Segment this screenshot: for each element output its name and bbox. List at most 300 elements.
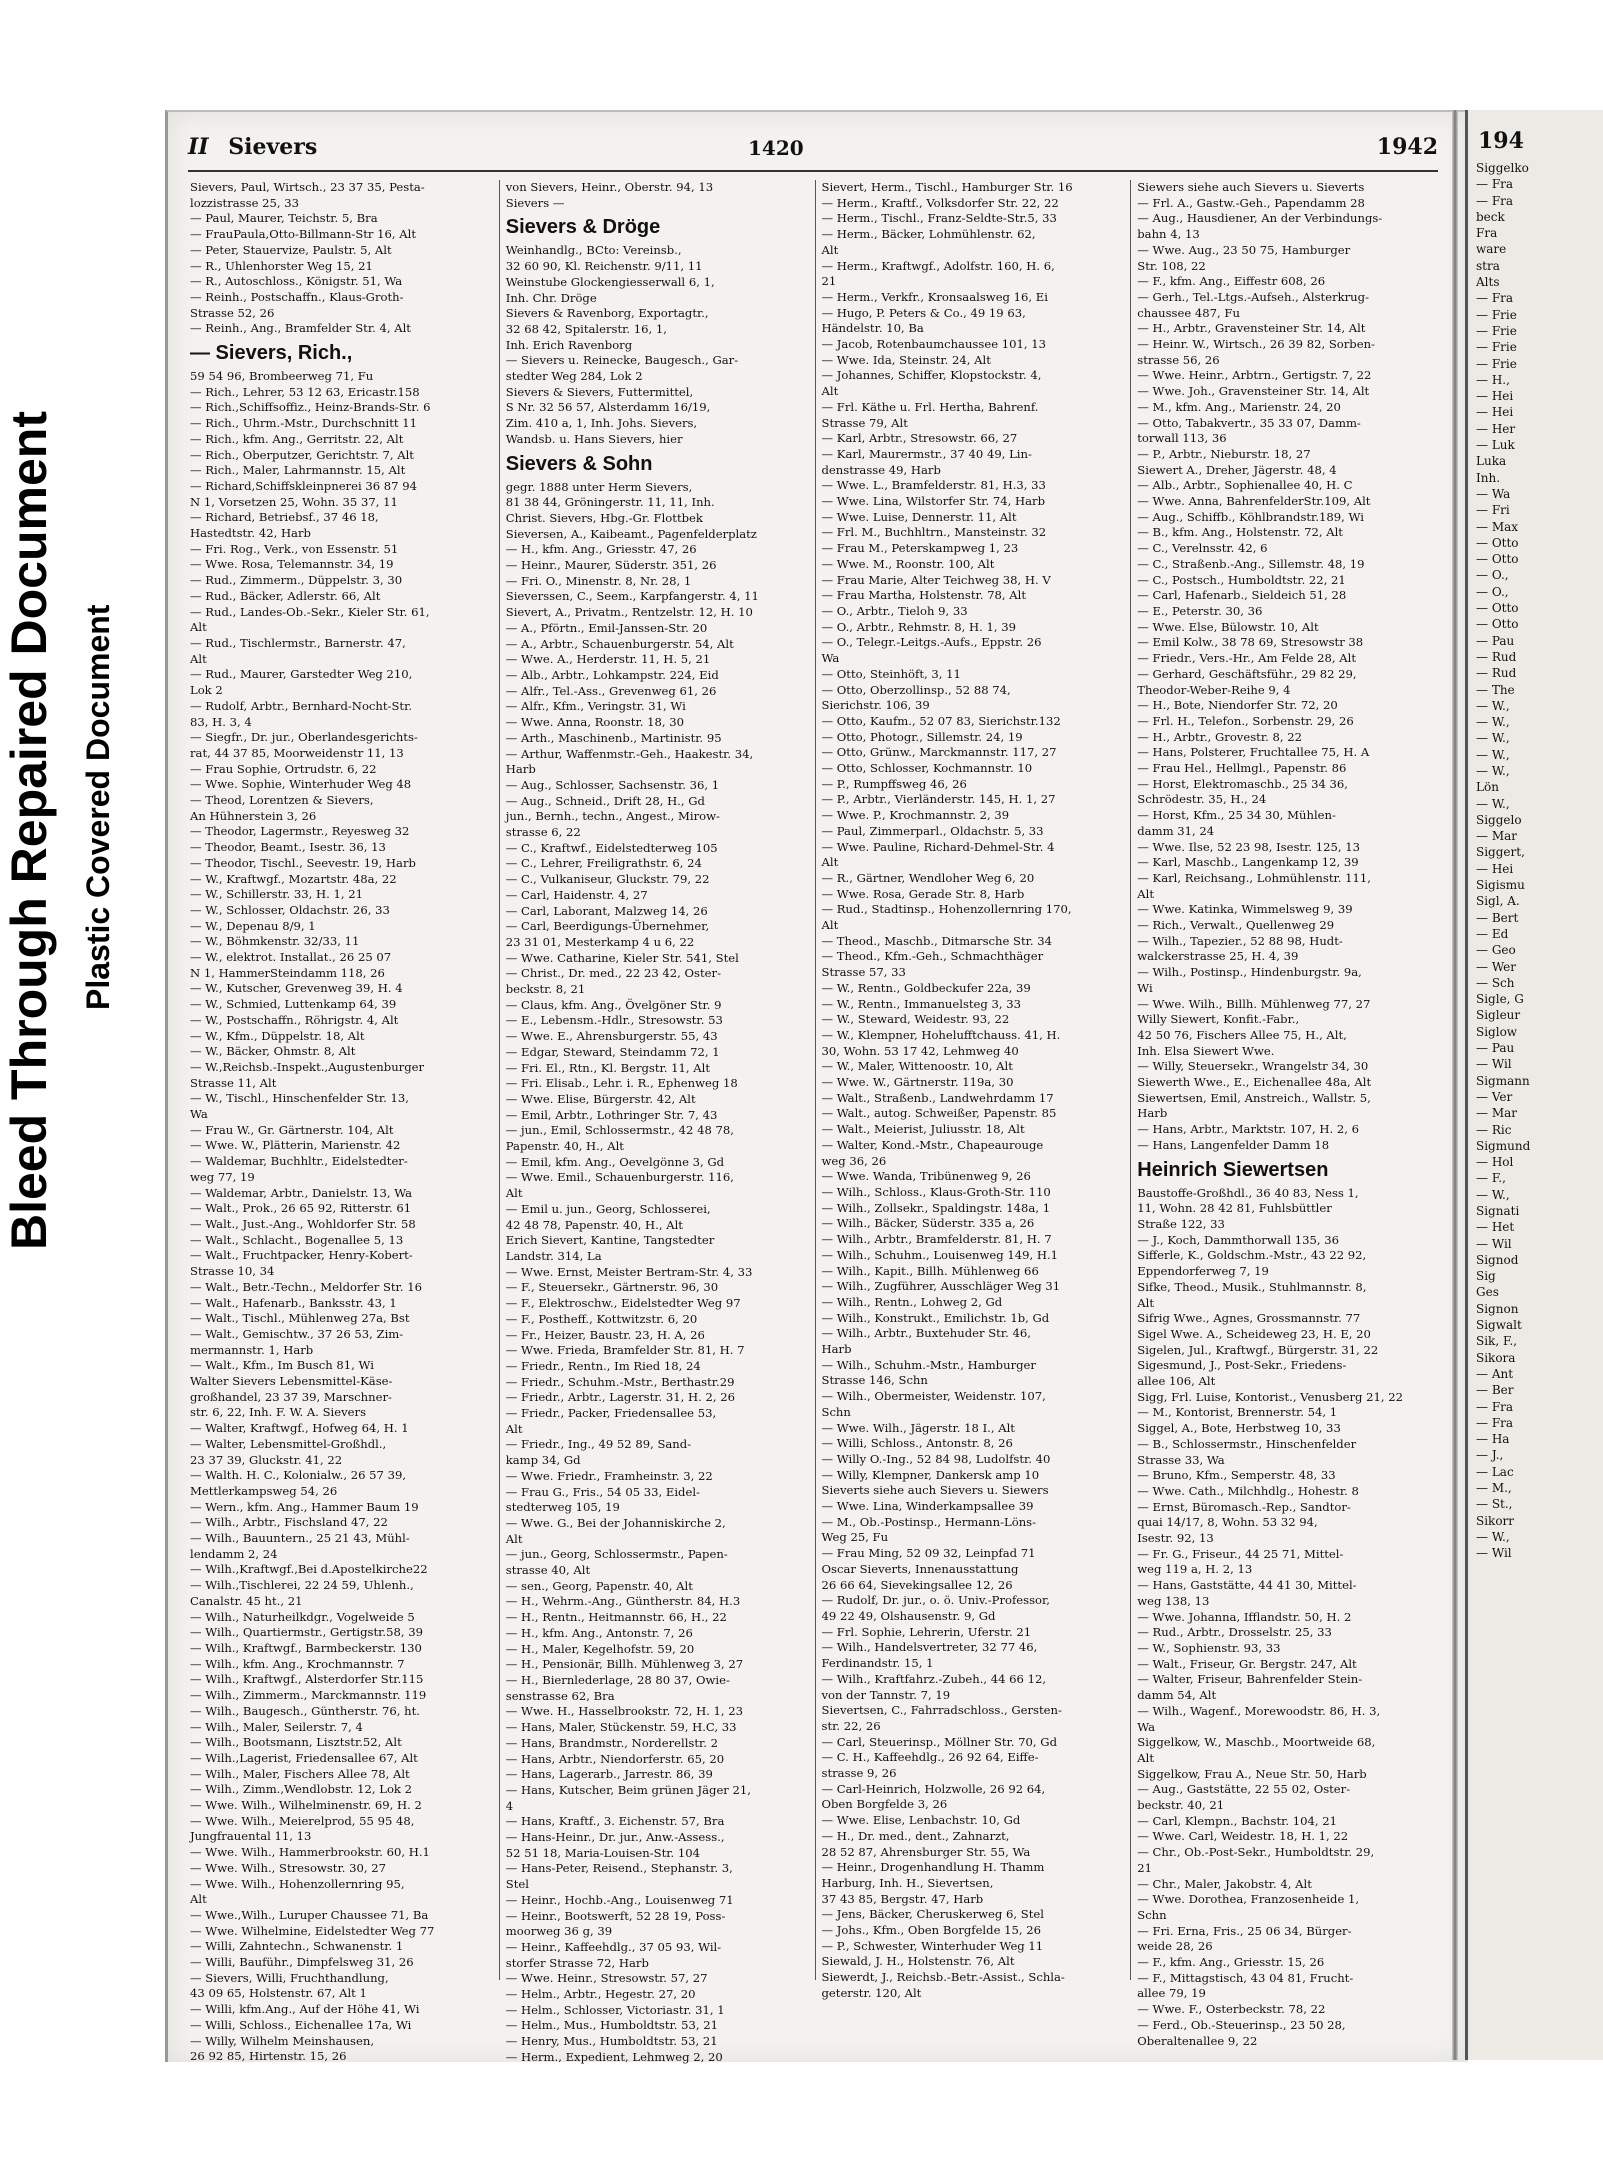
directory-entry: — Hans, Arbtr., Marktstr. 107, H. 2, 6 xyxy=(1137,1122,1360,1137)
directory-entry: N 1, HammerSteindamm 118, 26 xyxy=(190,965,385,980)
directory-entry: — Walt., Kfm., Im Busch 81, Wi xyxy=(190,1358,374,1373)
header-page-number: 1420 xyxy=(748,136,804,160)
directory-entry: — Wilh., Maler, Fischers Allee 78, Alt xyxy=(190,1766,410,1781)
directory-entry: — Carl, Steuerinsp., Möllner Str. 70, Gd xyxy=(821,1734,1057,1749)
directory-entry: — Arthur, Waffenmstr.-Geh., Haakestr. 34, xyxy=(505,746,754,761)
directory-entry: — Walter, Lebensmittel-Großhdl., xyxy=(190,1436,387,1451)
directory-entry: — Walt., autog. Schweißer, Papenstr. 85 xyxy=(821,1106,1057,1121)
directory-entry: — Frl. Sophie, Lehrerin, Uferstr. 21 xyxy=(821,1624,1032,1639)
directory-entry: Straße 122, 33 xyxy=(1137,1217,1225,1231)
directory-entry: — M., Kontorist, Brennerstr. 54, 1 xyxy=(1137,1405,1338,1420)
directory-entry: — Edgar, Steward, Steindamm 72, 1 xyxy=(505,1044,720,1059)
directory-entry: — Hans, Lagerarb., Jarrestr. 86, 39 xyxy=(505,1767,713,1782)
directory-columns xyxy=(184,180,1446,2064)
directory-entry: — Wwe. Lina, Wilstorfer Str. 74, Harb xyxy=(821,494,1045,509)
edge-fragment: — W., xyxy=(1476,747,1510,762)
directory-entry: Sigelen, Jul., Kraftwgf., Bürgerstr. 31, 22 xyxy=(1137,1342,1379,1357)
directory-entry: — Ernst, Büromasch.-Rep., Sandtor- xyxy=(1137,1499,1351,1514)
next-page-edge xyxy=(1465,110,1603,2060)
directory-entry: — Frau Ming, 52 09 32, Leinpfad 71 xyxy=(821,1546,1036,1561)
page-header xyxy=(188,134,1438,172)
directory-entry: — Aug., Hausdiener, An der Verbindungs- xyxy=(1137,211,1383,226)
directory-entry: 21 xyxy=(821,274,837,289)
edge-fragment: — Hei xyxy=(1476,389,1514,404)
directory-entry: — Friedr., Rentn., Im Ried 18, 24 xyxy=(505,1358,701,1373)
directory-entry: walckerstrasse 25, H. 4, 39 xyxy=(1137,949,1299,964)
directory-entry: Strasse 52, 26 xyxy=(190,305,275,320)
directory-entry: — Hans, Kutscher, Beim grünen Jäger 21, xyxy=(505,1782,751,1797)
directory-entry: — Christ., Dr. med., 22 23 42, Oster- xyxy=(505,966,721,981)
directory-entry: von der Tannstr. 7, 19 xyxy=(821,1687,951,1702)
directory-entry: — H., Pensionär, Billh. Mühlenweg 3, 27 xyxy=(505,1657,744,1672)
directory-entry: — C., Kraftwf., Eidelstedterweg 105 xyxy=(505,840,718,855)
directory-entry: — Wwe. Joh., Gravensteiner Str. 14, Alt xyxy=(1137,384,1370,399)
directory-entry: Alt xyxy=(190,1892,207,1907)
directory-entry: Erich Sievert, Kantine, Tangstedter xyxy=(505,1233,715,1248)
directory-entry: damm 31, 24 xyxy=(1137,823,1215,838)
edge-fragment: Sigl, A. xyxy=(1476,894,1520,909)
directory-entry: 23 37 39, Gluckstr. 41, 22 xyxy=(190,1452,343,1467)
directory-entry: — Paul, Zimmerparl., Oldachstr. 5, 33 xyxy=(821,823,1044,838)
directory-entry: — Frau M., Peterskampweg 1, 23 xyxy=(821,541,1019,556)
directory-entry: torwall 113, 36 xyxy=(1137,431,1227,446)
directory-entry: — Wilh.,Kraftwgf.,Bei d.Apostelkirche22 xyxy=(190,1562,428,1577)
edge-fragment: Sigleur xyxy=(1476,1008,1521,1023)
directory-entry: N 1, Vorsetzen 25, Wohn. 35 37, 11 xyxy=(190,494,398,509)
directory-entry: — Hans, Arbtr., Niendorferstr. 65, 20 xyxy=(505,1751,725,1766)
directory-entry: — Paul, Maurer, Teichstr. 5, Bra xyxy=(190,211,378,226)
directory-entry: weg 77, 19 xyxy=(190,1169,255,1184)
directory-entry: — W., Kutscher, Grevenweg 39, H. 4 xyxy=(190,981,403,996)
directory-column xyxy=(816,180,1132,2000)
directory-entry: — Wwe. Elise, Lenbachstr. 10, Gd xyxy=(821,1813,1021,1828)
directory-entry: — Emil u. jun., Georg, Schlosserei, xyxy=(505,1201,711,1216)
directory-entry: 28 52 87, Ahrensburger Str. 55, Wa xyxy=(821,1844,1031,1859)
directory-entry: Papenstr. 40, H., Alt xyxy=(505,1139,624,1154)
edge-fragment: — Ant xyxy=(1476,1366,1514,1381)
directory-entry: — W., Postschaffn., Röhrigstr. 4, Alt xyxy=(190,1012,399,1027)
edge-fragment: — Frie xyxy=(1476,307,1517,322)
edge-fragment: — Pau xyxy=(1476,633,1515,648)
edge-fragment: — Otto xyxy=(1476,535,1519,550)
directory-entry: — Hans, Kraftf., 3. Eichenstr. 57, Bra xyxy=(505,1814,725,1829)
directory-entry: — Rud., Bäcker, Adlerstr. 66, Alt xyxy=(190,588,381,603)
directory-entry: — Willi, Schloss., Antonstr. 8, 26 xyxy=(821,1436,1013,1451)
directory-entry: Siggel, A., Bote, Herbstweg 10, 33 xyxy=(1137,1421,1341,1436)
directory-entry: — Walt., Hafenarb., Banksstr. 43, 1 xyxy=(190,1295,397,1310)
directory-column xyxy=(184,180,500,2064)
plastic-covered-label: Plastic Covered Document xyxy=(80,604,116,1010)
directory-entry: Inh. Chr. Dröge xyxy=(505,290,597,305)
directory-entry: — Wwe. Wilh., Billh. Mühlenweg 77, 27 xyxy=(1137,996,1371,1011)
directory-entry: 23 31 01, Mesterkamp 4 u 6, 22 xyxy=(505,934,695,949)
directory-entry: — Wilh.,Lagerist, Friedensallee 67, Alt xyxy=(190,1750,418,1765)
directory-entry: 37 43 85, Bergstr. 47, Harb xyxy=(821,1891,984,1906)
directory-entry: — Wwe. W., Gärtnerstr. 119a, 30 xyxy=(821,1075,1014,1090)
directory-entry: Strasse 57, 33 xyxy=(821,965,906,980)
edge-fragment: Signati xyxy=(1476,1204,1520,1218)
directory-entry: — Karl, Maschb., Langenkamp 12, 39 xyxy=(1137,855,1359,870)
directory-entry: — Wwe. Dorothea, Franzosenheide 1, xyxy=(1137,1892,1360,1907)
directory-entry: str. 6, 22, Inh. F. W. A. Sievers xyxy=(190,1405,367,1420)
directory-column xyxy=(500,180,816,2064)
directory-entry: — J., Koch, Dammthorwall 135, 36 xyxy=(1137,1232,1340,1247)
directory-entry: — Wwe. Luise, Dennerstr. 11, Alt xyxy=(821,509,1017,524)
directory-entry: — F., Elektroschw., Eidelstedter Weg 97 xyxy=(505,1296,741,1311)
directory-entry: — F., Postheff., Kottwitzstr. 6, 20 xyxy=(505,1311,698,1326)
directory-entry: — Wilh., Rentn., Lohweg 2, Gd xyxy=(821,1294,1003,1309)
edge-fragment: — Wil xyxy=(1476,1546,1512,1561)
directory-entry: — Wwe. Emil., Schauenburgerstr. 116, xyxy=(505,1170,734,1185)
directory-entry: — W., Maler, Wittenoostr. 10, Alt xyxy=(821,1059,1013,1074)
directory-entry: — Theod., Kfm.-Geh., Schmachthäger xyxy=(821,949,1044,964)
directory-entry: — Wwe. Aug., 23 50 75, Hamburger xyxy=(1137,242,1351,257)
directory-entry: chaussee 487, Fu xyxy=(1137,305,1240,320)
directory-entry: beckstr. 40, 21 xyxy=(1137,1798,1225,1813)
directory-entry: — Hans, Langenfelder Damm 18 xyxy=(1137,1137,1330,1152)
directory-entry: — Wwe. Anna, Roonstr. 18, 30 xyxy=(505,715,684,730)
edge-fragment: Sik, F., xyxy=(1476,1334,1518,1349)
directory-entry: — Alb., Arbtr., Lohkampstr. 224, Eid xyxy=(505,667,719,682)
directory-entry: — Wilh., Naturheilkdgr., Vogelweide 5 xyxy=(190,1609,415,1624)
directory-entry: — Chr., Maler, Jakobstr. 4, Alt xyxy=(1137,1876,1312,1891)
directory-entry: — Wwe. Wilh., Hammerbrookstr. 60, H.1 xyxy=(190,1845,430,1860)
directory-entry: 42 48 78, Papenstr. 40, H., Alt xyxy=(505,1217,683,1232)
directory-entry: — Fri. Rog., Verk., von Essenstr. 51 xyxy=(190,541,399,556)
directory-entry: — Carl, Laborant, Malzweg 14, 26 xyxy=(505,903,708,918)
directory-entry: — W., Rentn., Goldbeckufer 22a, 39 xyxy=(821,980,1031,995)
directory-entry: — Wwe. Wilh., Stresowstr. 30, 27 xyxy=(190,1860,386,1875)
edge-fragment: — Mar xyxy=(1476,829,1517,844)
edge-fragment: — Fra xyxy=(1476,1415,1514,1430)
edge-fragment: — H., xyxy=(1476,372,1510,387)
directory-entry: — Alfr., Tel.-Ass., Grevenweg 61, 26 xyxy=(505,683,717,698)
directory-entry: — P., Schwester, Winterhuder Weg 11 xyxy=(821,1938,1044,1953)
directory-entry: — Wilh., Bauuntern., 25 21 43, Mühl- xyxy=(190,1531,410,1546)
directory-entry: — Fr. G., Friseur., 44 25 71, Mittel- xyxy=(1137,1546,1344,1561)
directory-entry: — Wwe.,Wilh., Luruper Chaussee 71, Ba xyxy=(190,1907,429,1922)
directory-entry: Alt xyxy=(1137,1295,1154,1310)
directory-entry: 4 xyxy=(505,1798,514,1813)
directory-entry: Mettlerkampsweg 54, 26 xyxy=(190,1483,338,1498)
directory-entry: Sieverssen, C., Seem., Karpfangerstr. 4, 11 xyxy=(505,589,759,604)
directory-entry: — Wwe. H., Hasselbrookstr. 72, H. 1, 23 xyxy=(505,1704,744,1719)
edge-fragment: — Pau xyxy=(1476,1041,1515,1056)
directory-entry: rat, 44 37 85, Moorweidenstr 11, 13 xyxy=(190,745,404,760)
directory-entry: — Walt., Tischl., Mühlenweg 27a, Bst xyxy=(190,1311,410,1326)
directory-entry: — Aug., Gaststätte, 22 55 02, Oster- xyxy=(1137,1782,1351,1797)
directory-entry: — Hugo, P. Peters & Co., 49 19 63, xyxy=(821,305,1026,320)
directory-entry: — H., Rentn., Heitmannstr. 66, H., 22 xyxy=(505,1610,727,1625)
directory-entry: An Hühnerstein 3, 26 xyxy=(190,808,317,823)
directory-entry: Alt xyxy=(190,620,207,635)
directory-entry: — Herm., Bäcker, Lohmühlenstr. 62, xyxy=(821,227,1036,242)
directory-entry: — R., Autoschloss., Königstr. 51, Wa xyxy=(190,274,403,289)
directory-entry: — Wilh., Arbtr., Bramfelderstr. 81, H. 7 xyxy=(821,1232,1052,1247)
directory-entry: — Wwe. Anna, BahrenfelderStr.109, Alt xyxy=(1137,494,1371,509)
edge-fragment: — Geo xyxy=(1476,943,1516,958)
directory-entry: — Wilh., Obermeister, Weidenstr. 107, xyxy=(821,1389,1046,1404)
directory-entry: — Walt., Straßenb., Landwehrdamm 17 xyxy=(821,1090,1054,1105)
directory-entry: — W., Böhmkenstr. 32/33, 11 xyxy=(190,934,360,949)
directory-entry: — C. H., Kaffeehdlg., 26 92 64, Eiffe- xyxy=(821,1750,1039,1765)
directory-entry: Harb xyxy=(1137,1106,1168,1121)
edge-fragment: — Luk xyxy=(1476,438,1515,453)
directory-entry: — Wwe. Lina, Winderkampsallee 39 xyxy=(821,1499,1034,1514)
directory-entry: Sieverts siehe auch Sievers u. Siewers xyxy=(821,1483,1049,1498)
directory-entry: — F., kfm. Ang., Griesstr. 15, 26 xyxy=(1137,1955,1325,1970)
directory-entry: — Fr., Heizer, Baustr. 23, H. A, 26 xyxy=(505,1327,705,1342)
directory-entry: — jun., Georg, Schlossermstr., Papen- xyxy=(505,1547,728,1562)
directory-entry: — Karl, Arbtr., Stresowstr. 66, 27 xyxy=(821,431,1018,446)
directory-entry: kamp 34, Gd xyxy=(505,1453,581,1468)
directory-entry: — H., kfm. Ang., Griesstr. 47, 26 xyxy=(505,542,697,557)
directory-entry: Harb xyxy=(505,762,536,777)
directory-entry: — Wilh., Kraftfahrz.-Zubeh., 44 66 12, xyxy=(821,1671,1047,1686)
directory-entry: Inh. Erich Ravenborg xyxy=(505,337,633,352)
directory-entry: quai 14/17, 8, Wohn. 53 32 94, xyxy=(1137,1515,1318,1530)
directory-entry: — Walt., Gemischtw., 37 26 53, Zim- xyxy=(190,1326,404,1341)
edge-fragment: — Wil xyxy=(1476,1057,1512,1072)
directory-entry: Siewertsen, Emil, Anstreich., Wallstr. 5, xyxy=(1137,1090,1371,1105)
edge-fragment: — The xyxy=(1476,682,1515,697)
directory-entry: 30, Wohn. 53 17 42, Lehmweg 40 xyxy=(821,1043,1019,1058)
directory-entry: — Wwe. Sophie, Winterhuder Weg 48 xyxy=(190,777,412,792)
directory-entry: — Jens, Bäcker, Cheruskerweg 6, Stel xyxy=(821,1907,1044,1922)
directory-entry: — Emil, kfm. Ang., Oevelgönne 3, Gd xyxy=(505,1154,725,1169)
edge-fragment: Sigle, G xyxy=(1476,992,1524,1007)
directory-entry: — W., Schmied, Luttenkamp 64, 39 xyxy=(190,997,397,1012)
edge-fragment: — St., xyxy=(1476,1497,1513,1512)
directory-entry: — Hans, Polsterer, Fruchtallee 75, H. A xyxy=(1137,745,1370,760)
directory-entry: gegr. 1888 unter Herm Sievers, xyxy=(505,479,693,494)
directory-entry: denstrasse 49, Harb xyxy=(821,462,941,477)
directory-entry: Sieversen, A., Kaibeamt., Pagenfelderplatz xyxy=(505,526,757,541)
directory-entry: — Heinr., Maurer, Süderstr. 351, 26 xyxy=(505,558,717,573)
directory-entry: — Wwe. E., Ahrensburgerstr. 55, 43 xyxy=(505,1029,718,1044)
directory-entry: Alt xyxy=(505,1421,523,1436)
directory-entry: — F., Mittagstisch, 43 04 81, Frucht- xyxy=(1137,1970,1354,1985)
directory-entry: weg 138, 13 xyxy=(1137,1593,1210,1608)
directory-entry: — Fri. Erna, Fris., 25 06 34, Bürger- xyxy=(1137,1923,1352,1938)
directory-entry: — Wilh., Handelsvertreter, 32 77 46, xyxy=(821,1640,1038,1655)
directory-entry: Stel xyxy=(505,1877,529,1892)
directory-entry: — Wwe. Wanda, Tribünenweg 9, 26 xyxy=(821,1169,1031,1184)
directory-entry: — Willi, Schloss., Eichenallee 17a, Wi xyxy=(190,2017,412,2032)
directory-entry: — Wwe. Pauline, Richard-Dehmel-Str. 4 xyxy=(821,839,1055,854)
directory-entry: — Wilh., Zugführer, Ausschläger Weg 31 xyxy=(821,1279,1061,1294)
edge-fragment: — Fra xyxy=(1476,177,1514,192)
directory-entry: — Wwe. Ilse, 52 23 98, Isestr. 125, 13 xyxy=(1137,839,1360,854)
edge-fragment: — Wa xyxy=(1476,486,1511,501)
directory-entry: Siewers siehe auch Sievers u. Sieverts xyxy=(1137,180,1365,194)
directory-entry: — Friedr., Packer, Friedensallee 53, xyxy=(505,1406,717,1421)
directory-entry: — Waldemar, Buchhltr., Eidelstedter- xyxy=(190,1154,408,1169)
directory-entry: — P., Arbtr., Nieburstr. 18, 27 xyxy=(1137,446,1311,461)
directory-entry: — Johannes, Schiffer, Klopstockstr. 4, xyxy=(821,368,1042,383)
edge-fragment: stra xyxy=(1476,258,1500,273)
directory-entry: — Carl, Haidenstr. 4, 27 xyxy=(505,887,648,902)
directory-entry: — Rudolf, Dr. jur., o. ö. Univ.-Professor, xyxy=(821,1593,1050,1608)
firm-heading: — Sievers, Rich., xyxy=(190,342,353,365)
directory-entry: — Wwe. M., Roonstr. 100, Alt xyxy=(821,556,995,571)
directory-entry: — Wwe. Else, Bülowstr. 10, Alt xyxy=(1137,619,1319,634)
directory-entry: — W., Schillerstr. 33, H. 1, 21 xyxy=(190,887,364,902)
directory-entry: Theodor-Weber-Reihe 9, 4 xyxy=(1137,682,1291,697)
directory-entry: allee 79, 19 xyxy=(1137,1986,1206,2001)
directory-entry: — H., Arbtr., Grovestr. 8, 22 xyxy=(1137,729,1302,744)
edge-fragment: — Fri xyxy=(1476,503,1510,518)
directory-entry: — Rud., Arbtr., Drosselstr. 25, 33 xyxy=(1137,1625,1332,1640)
directory-entry: — Wern., kfm. Ang., Hammer Baum 19 xyxy=(190,1499,419,1514)
directory-entry: Alt xyxy=(505,1531,523,1546)
directory-entry: — Wilh., Zollsekr., Spaldingstr. 148a, 1 xyxy=(821,1200,1051,1215)
directory-entry: — O., Arbtr., Rehmstr. 8, H. 1, 39 xyxy=(821,619,1017,634)
directory-entry: Zim. 410 a, 1, Inh. Johs. Sievers, xyxy=(505,416,698,431)
directory-entry: — Emil, Arbtr., Lothringer Str. 7, 43 xyxy=(505,1107,718,1122)
directory-entry: Siewald, J. H., Holstenstr. 76, Alt xyxy=(821,1954,1015,1969)
directory-entry: Händelstr. 10, Ba xyxy=(821,321,924,336)
directory-entry: weg 36, 26 xyxy=(821,1153,887,1168)
directory-entry: Sifke, Theod., Musik., Stuhlmannstr. 8, xyxy=(1137,1279,1367,1294)
directory-entry: allee 106, Alt xyxy=(1137,1374,1216,1389)
directory-entry: Alt xyxy=(1137,1750,1154,1765)
directory-entry: — Willi, Bauführ., Dimpfelsweg 31, 26 xyxy=(190,1955,414,1970)
edge-fragment: Sigwalt xyxy=(1476,1318,1522,1333)
directory-entry: — E., Peterstr. 30, 36 xyxy=(1137,603,1263,618)
directory-entry: 49 22 49, Olshausenstr. 9, Gd xyxy=(821,1608,996,1623)
directory-entry: — P., Arbtr., Vierländerstr. 145, H. 1, 27 xyxy=(821,792,1056,807)
directory-entry: 52 51 18, Maria-Louisen-Str. 104 xyxy=(505,1845,701,1860)
directory-entry: — Otto, Oberzollinsp., 52 88 74, xyxy=(821,682,1011,697)
directory-entry: Oberaltenallee 9, 22 xyxy=(1137,2033,1258,2048)
directory-entry: Siggelkow, W., Maschb., Moortweide 68, xyxy=(1137,1735,1376,1750)
edge-fragment: — O., xyxy=(1476,584,1509,599)
directory-entry: — Otto, Schlosser, Kochmannstr. 10 xyxy=(821,761,1033,776)
directory-entry: — Alfr., Kfm., Veringstr. 31, Wi xyxy=(505,699,686,714)
directory-entry: — Frl. Käthe u. Frl. Hertha, Bahrenf. xyxy=(821,399,1039,414)
directory-entry: Wa xyxy=(190,1107,208,1122)
header-page-num: II xyxy=(188,134,209,160)
directory-entry: Schn xyxy=(821,1404,851,1419)
directory-entry: — W., Kfm., Düppelstr. 18, Alt xyxy=(190,1028,365,1043)
directory-entry: — Helm., Schlosser, Victoriastr. 31, 1 xyxy=(505,2002,725,2017)
directory-entry: — Wwe. Friedr., Framheinstr. 3, 22 xyxy=(505,1468,713,1483)
directory-entry: Walter Sievers Lebensmittel-Käse- xyxy=(190,1374,393,1389)
directory-entry: — Wilh., Maler, Seilerstr. 7, 4 xyxy=(190,1719,363,1734)
directory-entry: — C., Verelnsstr. 42, 6 xyxy=(1137,541,1268,556)
directory-entry: lendamm 2, 24 xyxy=(190,1546,278,1561)
directory-entry: Schn xyxy=(1137,1907,1167,1922)
directory-entry: — E., Lebensm.-Hdlr., Stresowstr. 53 xyxy=(505,1013,723,1028)
directory-entry: Landstr. 314, La xyxy=(505,1249,602,1263)
directory-entry: moorweg 36 g, 39 xyxy=(505,1924,613,1939)
directory-entry: — A., Arbtr., Schauenburgerstr. 54, Alt xyxy=(505,636,734,651)
directory-entry: Alt xyxy=(505,1186,523,1201)
directory-entry: — B., kfm. Ang., Holstenstr. 72, Alt xyxy=(1137,525,1343,540)
directory-entry: — Hans-Heinr., Dr. jur., Anw.-Assess., xyxy=(505,1830,725,1845)
directory-entry: — Hans-Peter, Reisend., Stephanstr. 3, xyxy=(505,1861,733,1876)
directory-entry: — H., kfm. Ang., Antonstr. 7, 26 xyxy=(505,1625,693,1640)
directory-entry: 32 68 42, Spitalerstr. 16, 1, xyxy=(505,321,667,336)
directory-entry: stedter Weg 284, Lok 2 xyxy=(505,369,643,384)
edge-fragment: — M., xyxy=(1476,1481,1512,1496)
directory-entry: — F., kfm. Ang., Eiffestr 608, 26 xyxy=(1137,274,1326,289)
directory-entry: — Rich., Lehrer, 53 12 63, Ericastr.158 xyxy=(190,384,420,399)
directory-entry: — M., Ob.-Postinsp., Hermann-Löns- xyxy=(821,1514,1037,1529)
directory-entry: Weinhandlg., BCto: Vereinsb., xyxy=(505,243,682,258)
directory-entry: — Alb., Arbtr., Sophienallee 40, H. C xyxy=(1137,478,1353,493)
directory-entry: — Sievers u. Reinecke, Baugesch., Gar- xyxy=(505,353,739,368)
directory-entry: — Horst, Elektromaschb., 25 34 36, xyxy=(1137,776,1348,791)
directory-entry: — FrauPaula,Otto-Billmann-Str 16, Alt xyxy=(190,227,417,242)
edge-fragment: — Ver xyxy=(1476,1089,1513,1104)
directory-entry: — Friedr., Vers.-Hr., Am Felde 28, Alt xyxy=(1137,651,1356,666)
directory-entry: — Rud., Maurer, Garstedter Weg 210, xyxy=(190,667,413,682)
directory-entry: — Herm., Verkfr., Kronsaalsweg 16, Ei xyxy=(821,289,1048,304)
directory-entry: — W., Tischl., Hinschenfelder Str. 13, xyxy=(190,1091,409,1106)
directory-entry: — Helm., Mus., Humboldtstr. 53, 21 xyxy=(505,2018,718,2033)
directory-entry: — Wilh., Baugesch., Güntherstr. 76, ht. xyxy=(190,1703,420,1718)
edge-fragment: — Rud xyxy=(1476,666,1517,681)
directory-entry: Sievert, Herm., Tischl., Hamburger Str. 16 xyxy=(821,180,1073,194)
directory-entry: — W., Bäcker, Ohmstr. 8, Alt xyxy=(190,1044,356,1059)
directory-entry: — Wwe. Frieda, Bramfelder Str. 81, H. 7 xyxy=(505,1343,745,1358)
directory-entry: — Herm., Expedient, Lehmweg 2, 20 xyxy=(505,2049,723,2064)
directory-entry: — Wwe. Wilh., Meierelprod, 55 95 48, xyxy=(190,1813,415,1828)
directory-entry: Ferdinandstr. 15, 1 xyxy=(821,1656,934,1671)
directory-entry: — H., Bote, Niendorfer Str. 72, 20 xyxy=(1137,698,1338,713)
directory-entry: Inh. Elsa Siewert Wwe. xyxy=(1137,1043,1275,1058)
directory-entry: — Wwe. Ernst, Meister Bertram-Str. 4, 33 xyxy=(505,1264,753,1279)
directory-entry: weg 119 a, H. 2, 13 xyxy=(1137,1562,1253,1577)
directory-entry: Baustoffe-Großhdl., 36 40 83, Ness 1, xyxy=(1137,1185,1359,1200)
directory-page xyxy=(165,110,1468,2062)
edge-fragment: Alts xyxy=(1476,275,1500,290)
edge-fragment: — W., xyxy=(1476,1529,1510,1544)
directory-entry: — Willy, Wilhelm Meinshausen, xyxy=(190,2033,375,2048)
directory-entry: mermannstr. 1, Harb xyxy=(190,1342,314,1357)
directory-entry: Willy Siewert, Konfit.-Fabr., xyxy=(1137,1012,1300,1027)
directory-entry: — Theod., Maschb., Ditmarsche Str. 34 xyxy=(821,933,1053,948)
directory-entry: — W., Sophienstr. 93, 33 xyxy=(1137,1640,1281,1655)
directory-entry: — Frl. M., Buchhltrn., Mansteinstr. 32 xyxy=(821,525,1047,540)
edge-fragment: beck xyxy=(1476,209,1505,224)
directory-entry: — Claus, kfm. Ang., Övelgöner Str. 9 xyxy=(505,997,722,1012)
directory-entry: — Karl, Reichsang., Lohmühlenstr. 111, xyxy=(1137,870,1371,885)
directory-entry: S Nr. 32 56 57, Alsterdamm 16/19, xyxy=(505,400,711,415)
directory-entry: — Wwe. W., Plätterin, Marienstr. 42 xyxy=(190,1138,401,1153)
directory-entry: lozzistrasse 25, 33 xyxy=(190,195,299,210)
directory-entry: — Heinr., Hochb.-Ang., Louisenweg 71 xyxy=(505,1892,734,1907)
directory-entry: — M., kfm. Ang., Marienstr. 24, 20 xyxy=(1137,399,1341,414)
edge-fragment: Fra xyxy=(1476,226,1498,241)
directory-entry: — Henry, Mus., Humboldtstr. 53, 21 xyxy=(505,2034,718,2049)
edge-fragment: Lön xyxy=(1476,780,1499,795)
directory-entry: — Willi, kfm.Ang., Auf der Höhe 41, Wi xyxy=(190,2002,420,2017)
directory-entry: Strasse 146, Schn xyxy=(821,1373,928,1388)
directory-entry: — Hans, Gaststätte, 44 41 30, Mittel- xyxy=(1137,1578,1357,1593)
directory-entry: — Frau Martha, Holstenstr. 78, Alt xyxy=(821,588,1027,603)
edge-fragment: — Frie xyxy=(1476,323,1517,338)
directory-entry: Isestr. 92, 13 xyxy=(1137,1531,1214,1546)
directory-entry: — Wwe. Heinr., Stresowstr. 57, 27 xyxy=(505,1971,708,1986)
directory-entry: Lok 2 xyxy=(190,683,223,698)
directory-entry: — Willi, Zahntechn., Schwanenstr. 1 xyxy=(190,1939,404,1954)
directory-entry: Oben Borgfelde 3, 26 xyxy=(821,1797,948,1812)
directory-entry: — Walter, Kraftwgf., Hofweg 64, H. 1 xyxy=(190,1421,409,1436)
directory-entry: — Fri. Elisab., Lehr. i. R., Ephenweg 18 xyxy=(505,1076,738,1091)
